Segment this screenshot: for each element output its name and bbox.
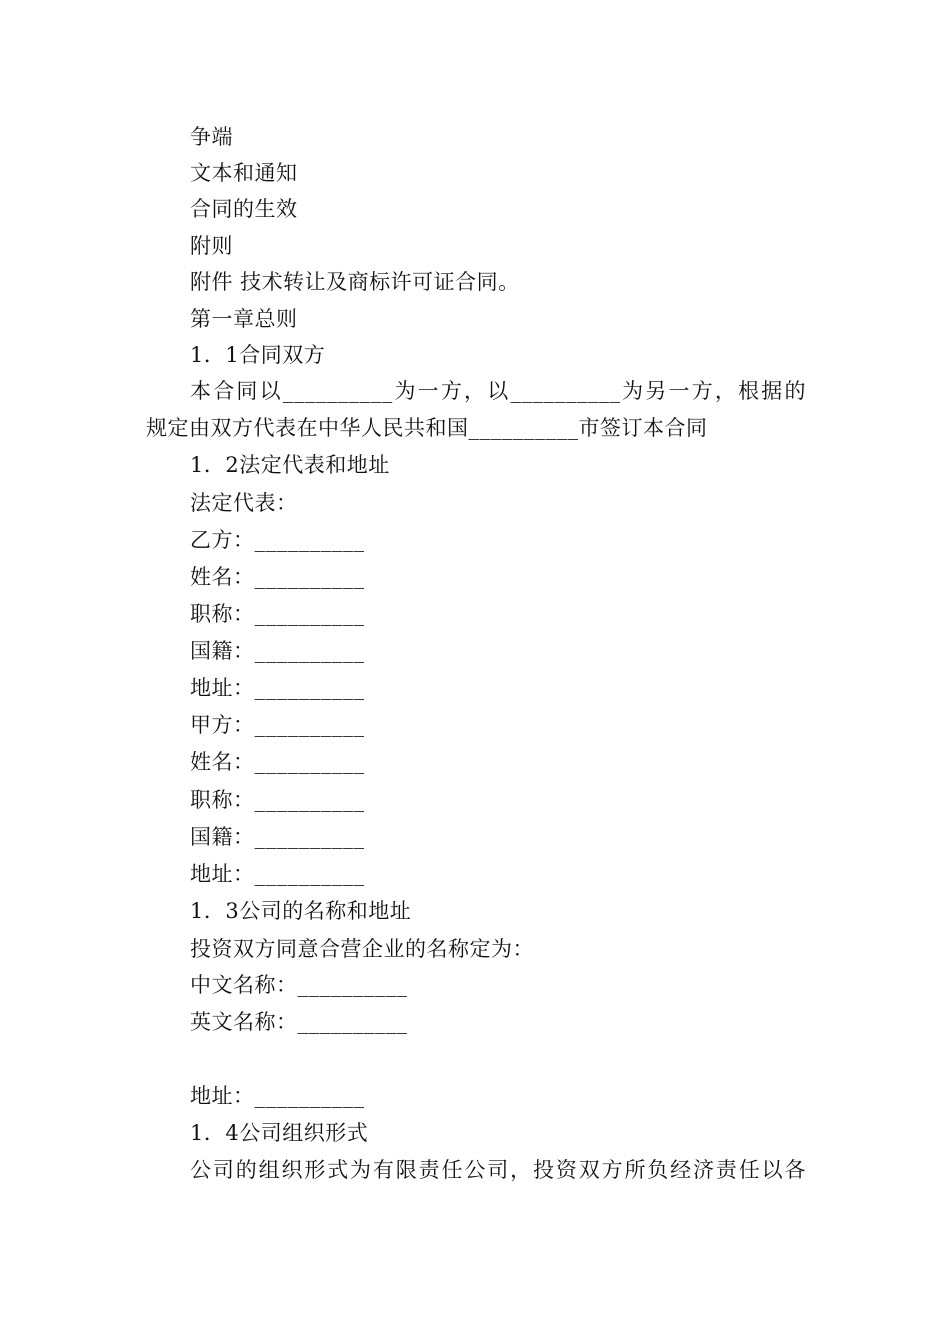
toc-item-annex: 附件 技术转让及商标许可证合同。 bbox=[190, 270, 520, 294]
section-heading-1-2: 1．2法定代表和地址 bbox=[190, 453, 390, 477]
party-b-nationality-field: 国籍：__________ bbox=[190, 639, 365, 663]
paragraph-parties-line-1: 本合同以__________为一方，以__________为另一方，根据的 bbox=[190, 379, 806, 403]
section-heading-1-3: 1．3公司的名称和地址 bbox=[190, 899, 412, 923]
party-a-address-field: 地址：__________ bbox=[190, 862, 365, 886]
party-b-title-field: 职称：__________ bbox=[190, 602, 365, 626]
chapter-heading: 第一章总则 bbox=[190, 307, 298, 331]
paragraph-parties-line-2: 规定由双方代表在中华人民共和国__________市签订本合同 bbox=[146, 416, 708, 440]
legal-rep-label: 法定代表： bbox=[190, 491, 298, 515]
section-heading-1-4: 1．4公司组织形式 bbox=[190, 1121, 369, 1145]
party-a-nationality-field: 国籍：__________ bbox=[190, 825, 365, 849]
chinese-name-field: 中文名称：__________ bbox=[190, 973, 408, 997]
party-a-name-field: 姓名：__________ bbox=[190, 750, 365, 774]
party-a-title-field: 职称：__________ bbox=[190, 788, 365, 812]
toc-item-effectiveness: 合同的生效 bbox=[190, 197, 298, 221]
party-a-field: 甲方：__________ bbox=[190, 713, 365, 737]
company-form-paragraph: 公司的组织形式为有限责任公司，投资双方所负经济责任以各 bbox=[190, 1158, 806, 1182]
toc-item-supplementary: 附则 bbox=[190, 234, 233, 258]
toc-item-dispute: 争端 bbox=[190, 125, 233, 149]
english-name-field: 英文名称：__________ bbox=[190, 1010, 408, 1034]
section-heading-1-1: 1．1合同双方 bbox=[190, 343, 326, 367]
party-b-name-field: 姓名：__________ bbox=[190, 565, 365, 589]
company-address-field: 地址：__________ bbox=[190, 1084, 365, 1108]
toc-item-text-and-notice: 文本和通知 bbox=[190, 161, 298, 185]
party-b-field: 乙方：__________ bbox=[190, 528, 365, 552]
company-name-intro: 投资双方同意合营企业的名称定为： bbox=[190, 937, 534, 961]
party-b-address-field: 地址：__________ bbox=[190, 676, 365, 700]
